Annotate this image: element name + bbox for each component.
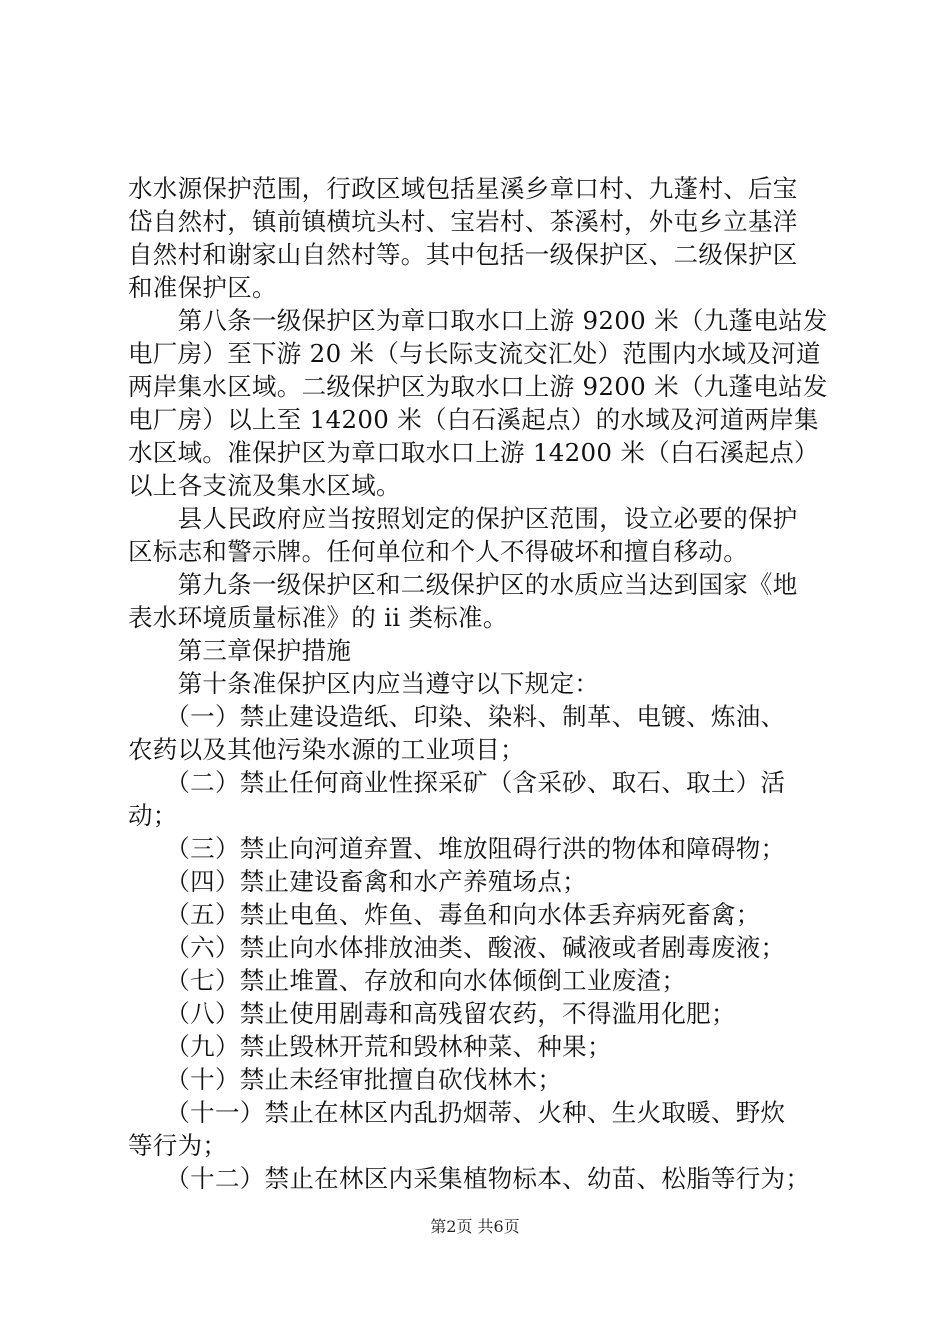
- list-item: （三）禁止向河道弃置、堆放阻碍行洪的物体和障碍物；: [128, 834, 786, 863]
- text-line: 岱自然村，镇前镇横坑头村、宝岩村、茶溪村，外屯乡立基洋: [128, 207, 798, 236]
- text-line: 和准保护区。: [128, 273, 277, 302]
- text-line: 两岸集水区域。二级保护区为取水口上游 9200 米（九蓬电站发: [128, 372, 828, 401]
- list-item: （九）禁止毁林开荒和毁林种菜、种果；: [128, 1032, 612, 1061]
- list-item: （十）禁止未经审批擅自砍伐林木；: [128, 1065, 563, 1094]
- list-item: （八）禁止使用剧毒和高残留农药，不得滥用化肥；: [128, 999, 736, 1028]
- list-item: （五）禁止电鱼、炸鱼、毒鱼和向水体丢弃病死畜禽；: [128, 900, 761, 929]
- text-line: 第九条一级保护区和二级保护区的水质应当达到国家《地: [128, 570, 798, 599]
- text-line: 水水源保护范围，行政区域包括星溪乡章口村、九蓬村、后宝: [128, 174, 798, 203]
- list-item: （四）禁止建设畜禽和水产养殖场点；: [128, 867, 587, 896]
- list-item: （二）禁止任何商业性探采矿（含采砂、取石、取土）活: [128, 768, 786, 797]
- list-item: （七）禁止堆置、存放和向水体倾倒工业废渣；: [128, 966, 687, 995]
- text-line: 农药以及其他污染水源的工业项目；: [128, 735, 525, 764]
- list-item: （一）禁止建设造纸、印染、染料、制革、电镀、炼油、: [128, 702, 786, 731]
- section-heading: 第三章保护措施: [128, 636, 352, 665]
- text-line: 电厂房）以上至 14200 米（白石溪起点）的水域及河道两岸集: [128, 405, 819, 434]
- text-line: 动；: [128, 801, 178, 830]
- text-line: 以上各支流及集水区域。: [128, 471, 401, 500]
- text-line: 表水环境质量标准》的 ii 类标准。: [128, 603, 508, 632]
- text-line: 县人民政府应当按照划定的保护区范围，设立必要的保护: [128, 504, 798, 533]
- text-line: 区标志和警示牌。任何单位和个人不得破坏和擅自移动。: [128, 537, 748, 566]
- text-line: 电厂房）至下游 20 米（与长际支流交汇处）范围内水域及河道: [128, 339, 821, 368]
- list-item: （十一）禁止在林区内乱扔烟蒂、火种、生火取暖、野炊: [128, 1098, 786, 1127]
- list-item: （十二）禁止在林区内采集植物标本、幼苗、松脂等行为；: [128, 1164, 811, 1193]
- text-line: 等行为；: [128, 1131, 228, 1160]
- text-line: 第八条一级保护区为章口取水口上游 9200 米（九蓬电站发: [128, 306, 828, 335]
- page-number-footer: 第2页 共6页: [430, 1217, 520, 1236]
- text-line: 第十条准保护区内应当遵守以下规定：: [128, 669, 600, 698]
- text-line: 自然村和谢家山自然村等。其中包括一级保护区、二级保护区: [128, 240, 798, 269]
- list-item: （六）禁止向水体排放油类、酸液、碱液或者剧毒废液；: [128, 933, 786, 962]
- text-line: 水区域。准保护区为章口取水口上游 14200 米（白石溪起点）: [128, 438, 819, 467]
